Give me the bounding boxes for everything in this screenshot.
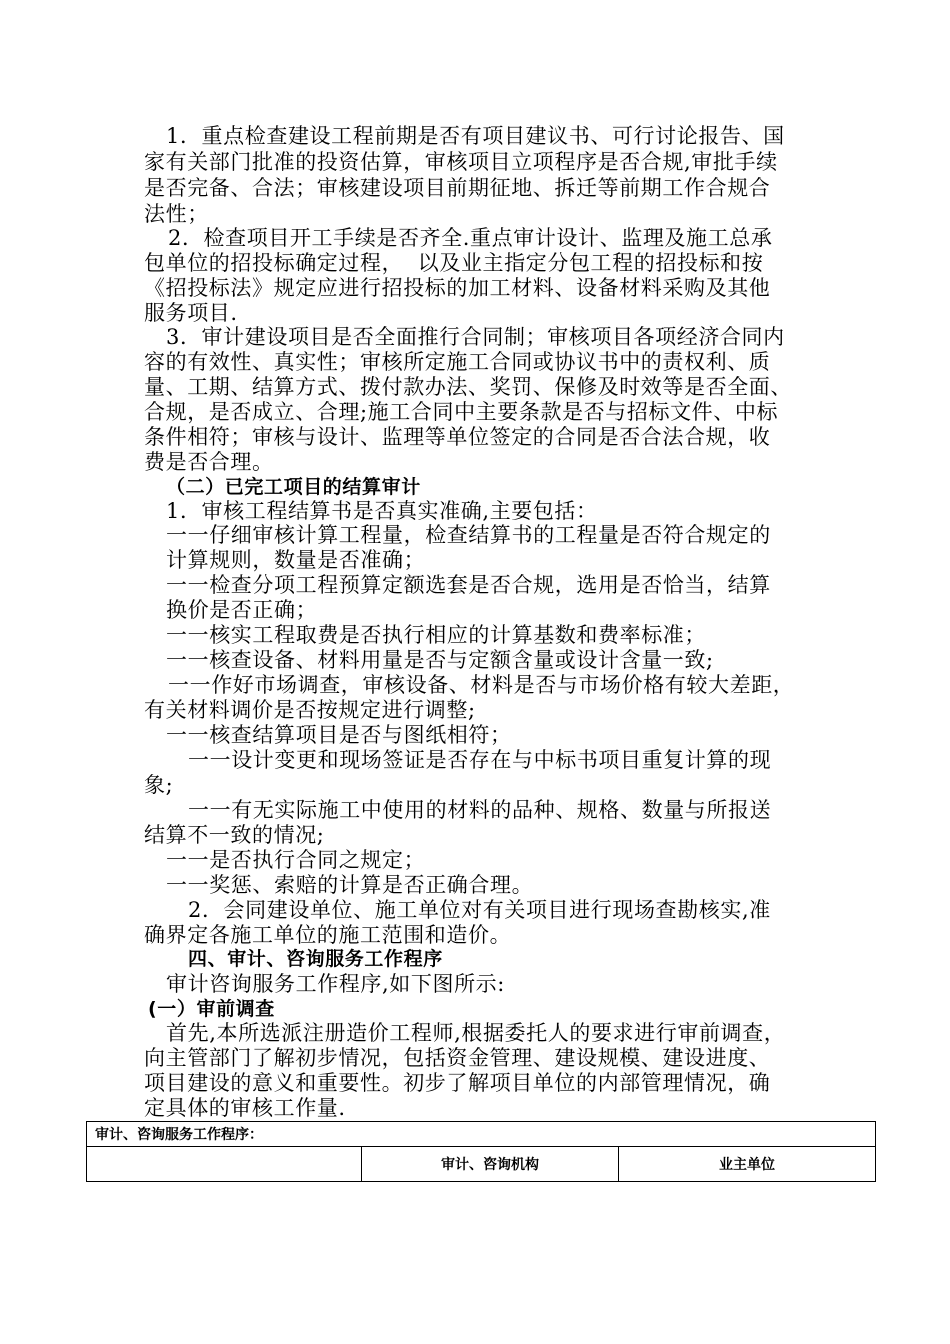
table-header-cell: 审计、咨询机构 — [362, 1147, 619, 1182]
paragraph-line: 向主管部门了解初步情况，包括资金管理、建设规模、建设进度、 — [144, 1046, 771, 1070]
table-title-row — [87, 1122, 876, 1147]
paragraph-line: 2．会同建设单位、施工单位对有关项目进行现场查勘核实,准 — [188, 898, 771, 922]
paragraph-line: 换价是否正确； — [166, 598, 318, 622]
paragraph-line: 一一核查结算项目是否与图纸相符； — [166, 723, 512, 747]
paragraph-line: 是否完备、合法；审核建设项目前期征地、拆迁等前期工作合规合 — [144, 176, 771, 200]
paragraph-line: 首先,本所选派注册造价工程师,根据委托人的要求进行审前调查， — [166, 1021, 786, 1045]
paragraph-line: 审计咨询服务工作程序,如下图所示: — [166, 972, 505, 996]
paragraph-line: 一一有无实际施工中使用的材料的品种、规格、数量与所报送 — [188, 798, 772, 822]
paragraph-line: 量、工期、结算方式、拨付款办法、奖罚、保修及时效等是否全面、 — [144, 375, 792, 399]
paragraph-line: 家有关部门批准的投资估算，审核项目立项程序是否合规,审批手续 — [144, 150, 778, 174]
paragraph-line: 1．重点检查建设工程前期是否有项目建议书、可行讨论报告、国 — [166, 124, 785, 148]
paragraph-line: 定具体的审核工作量. — [144, 1096, 346, 1120]
paragraph-line: 条件相符；审核与设计、监理等单位签定的合同是否合法合规，收 — [144, 425, 771, 449]
paragraph-line: 一一奖惩、索赔的计算是否正确合理。 — [166, 873, 534, 897]
paragraph-line: 有关材料调价是否按规定进行调整; — [144, 698, 476, 722]
paragraph-line: 象; — [144, 773, 174, 797]
paragraph-line: 费是否合理。 — [144, 450, 274, 474]
paragraph-line: 项目建设的意义和重要性。初步了解项目单位的内部管理情况，确 — [144, 1071, 771, 1095]
paragraph-line: 法性； — [144, 202, 209, 226]
paragraph-line: 1．审核工程结算书是否真实准确,主要包括： — [166, 499, 598, 523]
paragraph-line: 计算规则，数量是否准确； — [166, 548, 426, 572]
table-header-cell: 业主单位 — [619, 1147, 876, 1182]
paragraph-line: 《招投标法》规定应进行招投标的加工材料、设备材料采购及其他 — [144, 276, 771, 300]
section-heading: （二）已完工项目的结算审计 — [166, 476, 421, 498]
paragraph-line: 结算不一致的情况; — [144, 823, 325, 847]
paragraph-line: 确界定各施工单位的施工范围和造价。 — [144, 923, 512, 947]
table-header-cell — [87, 1147, 362, 1182]
paragraph-line: 一一检查分项工程预算定额选套是否合规，选用是否恰当，结算 — [166, 573, 771, 597]
paragraph-line: 3．审计建设项目是否全面推行合同制；审核项目各项经济合同内 — [166, 325, 785, 349]
paragraph-line: 服务项目. — [144, 301, 238, 325]
table-header-row — [87, 1147, 876, 1182]
paragraph-line: 容的有效性、真实性；审核所定施工合同或协议书中的责权利、质 — [144, 350, 771, 374]
procedure-table — [86, 1121, 876, 1182]
table-title: 审计、咨询服务工作程序： — [87, 1122, 876, 1147]
paragraph-line: 包单位的招投标确定过程， 以及业主指定分包工程的招投标和按 — [144, 251, 764, 275]
paragraph-line: 一一核实工程取费是否执行相应的计算基数和费率标准； — [166, 623, 706, 647]
paragraph-line: 一一仔细审核计算工程量，检查结算书的工程量是否符合规定的 — [166, 523, 771, 547]
paragraph-line: 一一设计变更和现场签证是否存在与中标书项目重复计算的现 — [188, 748, 772, 772]
section-heading: (一）审前调查 — [148, 998, 275, 1020]
paragraph-line: 2．检查项目开工手续是否齐全.重点审计设计、监理及施工总承 — [168, 226, 773, 250]
paragraph-line: 一一作好市场调查，审核设备、材料是否与市场价格有较大差距， — [168, 673, 795, 697]
paragraph-line: 合规，是否成立、合理;施工合同中主要条款是否与招标文件、中标 — [144, 400, 779, 424]
paragraph-line: 一一核查设备、材料用量是否与定额含量或设计含量一致; — [166, 648, 714, 672]
paragraph-line: 一一是否执行合同之规定； — [166, 848, 426, 872]
chapter-heading: 四、审计、咨询服务工作程序 — [188, 948, 443, 970]
